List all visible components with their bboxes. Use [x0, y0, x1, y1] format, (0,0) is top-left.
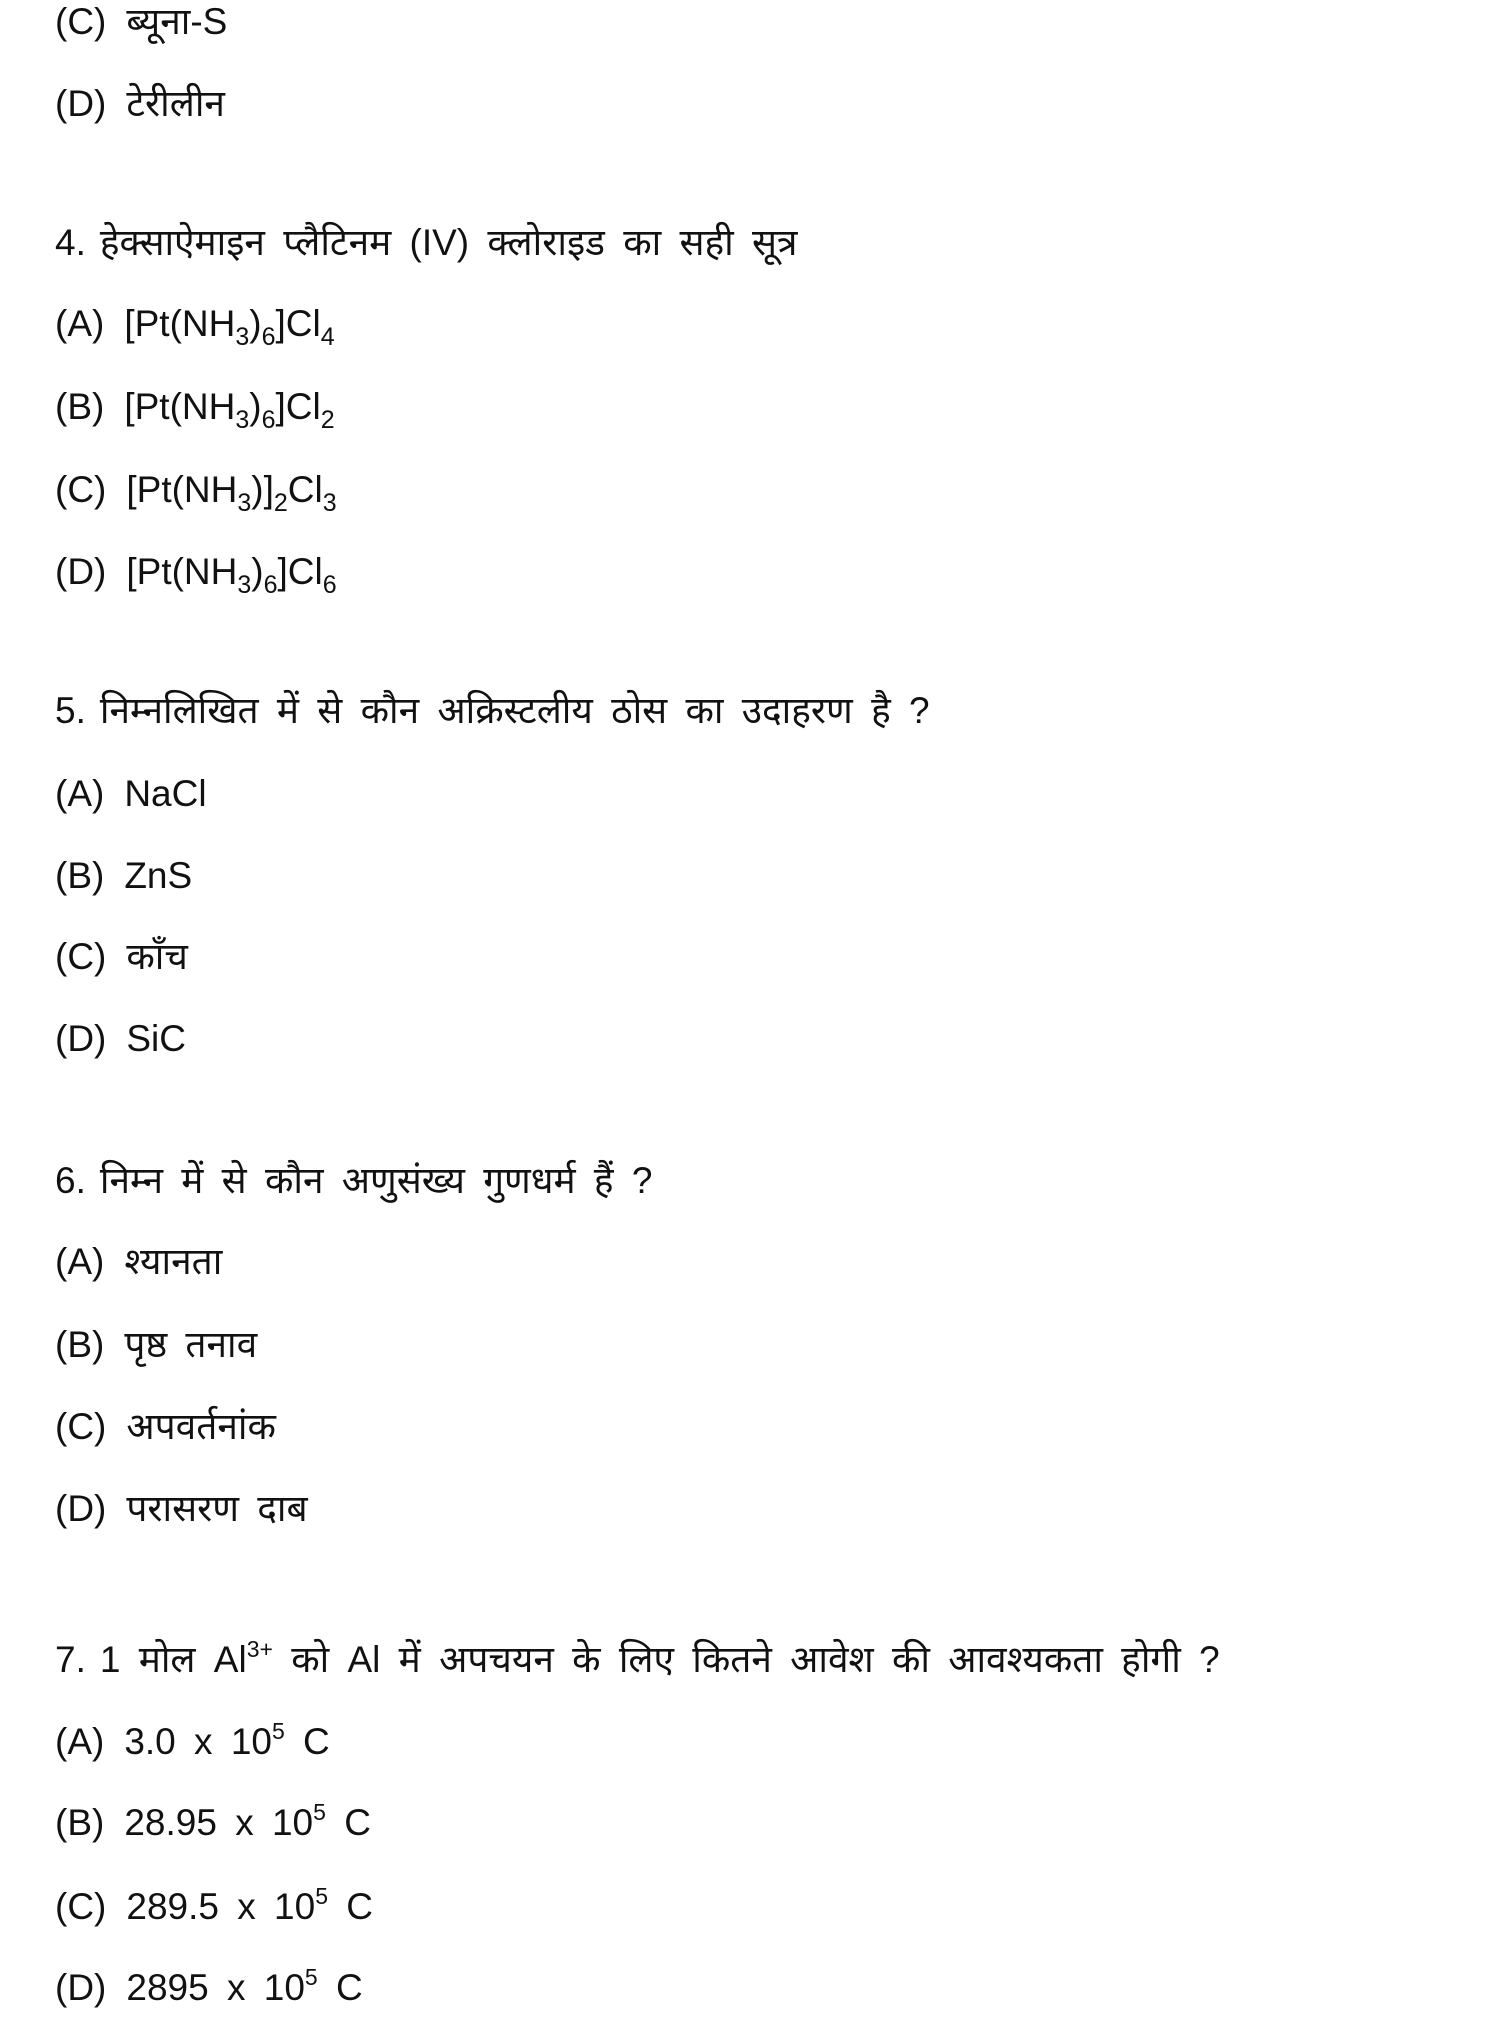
text-segment: परासरण दाब [126, 1488, 308, 1529]
superscript: 3+ [246, 1636, 273, 1662]
superscript: 5 [271, 1718, 285, 1744]
question-text [55, 218, 797, 268]
superscript: 5 [313, 1799, 326, 1825]
answer-option [55, 1484, 308, 1534]
text-segment: पृष्ठ तनाव [124, 1324, 258, 1365]
option-label: (C) [55, 1406, 107, 1447]
answer-option [55, 1320, 257, 1370]
option-label: (D) [55, 1967, 107, 2008]
text-segment: टेरीलीन [126, 83, 225, 124]
answer-option [55, 1871, 373, 1927]
text-segment: C [317, 1967, 363, 2008]
text-segment: ब्यूना-S [126, 1, 228, 42]
question-text [55, 1624, 1220, 1680]
answer-option [55, 1787, 371, 1843]
text-segment: ZnS [124, 855, 193, 896]
text-segment: अपवर्तनांक [126, 1406, 276, 1447]
text-segment: [Pt(NH [124, 386, 236, 427]
text-segment: SiC [126, 1018, 186, 1059]
option-label: (D) [55, 1018, 107, 1059]
text-segment: Cl [287, 469, 323, 510]
option-label: (B) [55, 855, 105, 896]
text-segment: C [325, 1802, 371, 1843]
subscript: 6 [261, 323, 276, 351]
answer-option [55, 0, 227, 47]
answer-option [55, 769, 207, 819]
text-segment: )] [251, 469, 274, 510]
option-label: (D) [55, 551, 107, 592]
text-segment: ) [249, 386, 262, 427]
option-label: (A) [55, 1241, 105, 1282]
text-segment: [Pt(NH [124, 303, 236, 344]
answer-option [55, 1014, 186, 1064]
subscript: 4 [320, 323, 335, 351]
answer-option [55, 547, 337, 597]
option-label: (B) [55, 1324, 105, 1365]
superscript: 5 [315, 1883, 328, 1909]
superscript: 5 [304, 1964, 318, 1990]
text-segment: ]Cl [277, 551, 323, 592]
text-segment: 28.95 x 10 [124, 1802, 314, 1843]
text-segment: को Al में अपचयन के लिए कितने आवेश की आवश्यकता होगी ? [272, 1639, 1220, 1680]
text-segment: श्यानता [124, 1241, 223, 1282]
answer-option [55, 79, 225, 129]
text-segment: C [327, 1886, 373, 1927]
answer-option [55, 1237, 222, 1287]
option-label: (C) [55, 1, 107, 42]
answer-option [55, 1952, 363, 2008]
subscript: 3 [237, 489, 252, 517]
text-segment: काँच [126, 936, 188, 977]
option-label: (C) [55, 936, 107, 977]
subscript: 3 [235, 406, 250, 434]
text-segment: ]Cl [275, 386, 321, 427]
answer-option [55, 851, 192, 901]
answer-option [55, 299, 335, 349]
question-number: 5. [55, 690, 86, 731]
option-label: (C) [55, 469, 107, 510]
option-label: (D) [55, 1488, 107, 1529]
question-text [55, 686, 930, 736]
question-number: 7. [55, 1639, 86, 1680]
text-segment: [Pt(NH [126, 469, 238, 510]
answer-option [55, 465, 337, 515]
option-label: (C) [55, 1886, 107, 1927]
subscript: 3 [235, 323, 250, 351]
question-number: 4. [55, 222, 86, 263]
text-segment: निम्नलिखित में से कौन अक्रिस्टलीय ठोस का उदाहरण है ? [99, 690, 930, 731]
text-segment: 3.0 x 10 [124, 1721, 272, 1762]
answer-option [55, 932, 188, 982]
text-segment: निम्न में से कौन अणुसंख्य गुणधर्म हैं ? [99, 1160, 653, 1201]
subscript: 6 [322, 571, 337, 599]
option-label: (A) [55, 1721, 105, 1762]
answer-option [55, 382, 335, 432]
question-text [55, 1156, 652, 1206]
subscript: 2 [273, 489, 288, 517]
text-segment: 1 मोल Al [99, 1639, 247, 1680]
text-segment: ) [251, 551, 264, 592]
text-segment: ) [249, 303, 262, 344]
text-segment: ]Cl [275, 303, 321, 344]
text-segment: [Pt(NH [126, 551, 238, 592]
option-label: (A) [55, 303, 105, 344]
answer-option [55, 1402, 276, 1452]
subscript: 3 [237, 571, 252, 599]
subscript: 2 [320, 406, 335, 434]
subscript: 3 [322, 489, 337, 517]
text-segment: 289.5 x 10 [126, 1886, 316, 1927]
answer-option [55, 1706, 330, 1762]
option-label: (B) [55, 1802, 105, 1843]
subscript: 6 [263, 571, 278, 599]
text-segment: 2895 x 10 [126, 1967, 305, 2008]
option-label: (B) [55, 386, 105, 427]
option-label: (A) [55, 773, 105, 814]
text-segment: C [284, 1721, 330, 1762]
subscript: 6 [261, 406, 276, 434]
text-segment: हेक्साऐमाइन प्लैटिनम (IV) क्लोराइड का सही सूत्र [99, 222, 798, 263]
text-segment: NaCl [124, 773, 207, 814]
question-number: 6. [55, 1160, 86, 1201]
option-label: (D) [55, 83, 107, 124]
